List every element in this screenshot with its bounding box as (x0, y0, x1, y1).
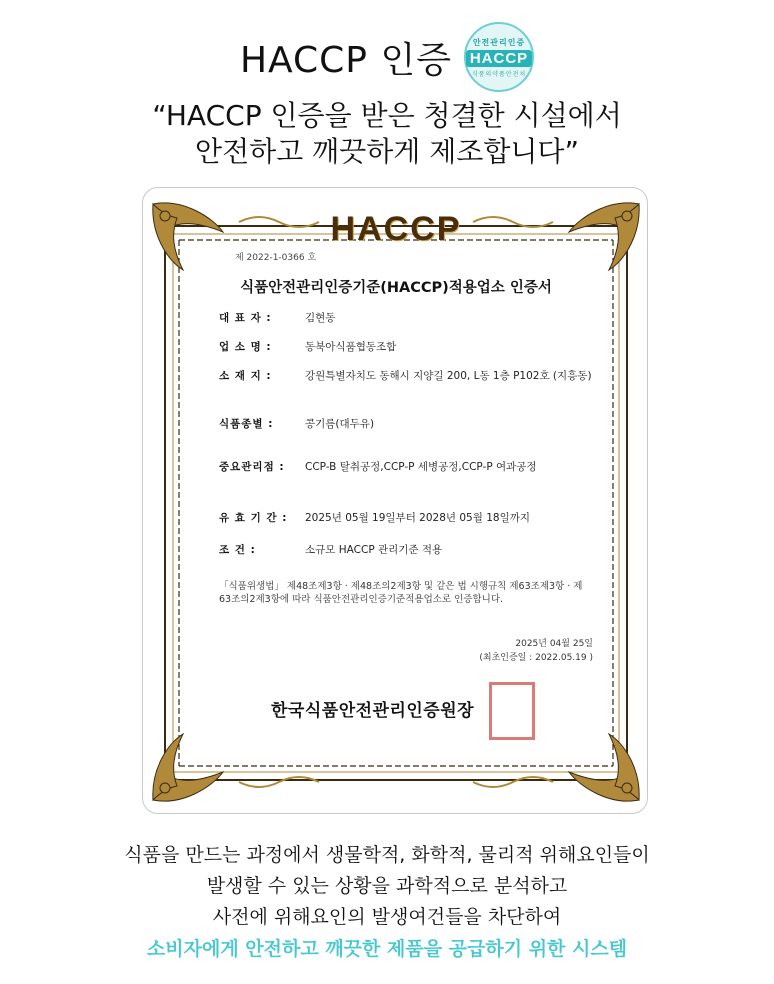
description-highlight: 소비자에게 안전하고 깨끗한 제품을 공급하기 위한 시스템 (146, 938, 628, 960)
field-label: 중요관리점 : (219, 461, 285, 473)
field-label: 유 효 기 간 : (219, 512, 288, 524)
certificate-number: 제 2022-1-0366 호 (235, 253, 317, 263)
field-value: CCP-B 탈취공정,CCP-P 세병공정,CCP-P 여과공정 (305, 461, 537, 473)
field-address (219, 369, 599, 384)
field-value: 강원특별자치도 동해시 지양길 200, L동 1층 P102호 (지흥동) (305, 370, 592, 382)
field-value: 동북아식품협동조합 (305, 341, 397, 353)
field-value: 콩기름(대두유) (305, 418, 375, 430)
certificate-title: 식품안전관리인증기준(HACCP)적용업소 인증서 (240, 280, 552, 296)
quote (0, 98, 774, 170)
badge-top-text: 안전관리인증 (472, 37, 526, 47)
legal-text: 「식품위생법」 제48조제3항 · 제48조의2제3항 및 같은 법 시행규칙 제63조제3항 · 제63조의2제3항에 따라 식품안전관리인증기준적용업소로 인증합니다. (219, 581, 583, 605)
field-value: 김현동 (305, 312, 336, 324)
description-line-2: 발생할 수 있는 상황을 과학적으로 분석하고 (206, 875, 568, 897)
description-line-3: 사전에 위해요인의 발생여건들을 차단하여 (212, 906, 562, 928)
field-label: 식품종별 : (219, 418, 274, 430)
field-label: 소 재 지 : (219, 370, 272, 382)
first-certification-date: (최초인증일 : 2022.05.19 ) (479, 653, 593, 663)
header-title-row (240, 22, 534, 92)
field-food-type (219, 417, 599, 432)
field-critical-control-point (219, 460, 599, 475)
issuer-name: 한국식품안전관리인증원장 (271, 701, 475, 721)
field-condition (219, 543, 599, 558)
field-label: 조 건 : (219, 544, 256, 556)
certificate-logo: HACCP (330, 210, 462, 248)
field-validity-period (219, 511, 599, 526)
field-label: 업 소 명 : (219, 341, 272, 353)
description-line-1: 식품을 만드는 과정에서 생물학적, 화학적, 물리적 위해요인들이 (124, 844, 650, 866)
badge-mid-text: HACCP (466, 50, 532, 67)
page-header (0, 22, 774, 92)
field-value: 2025년 05월 19일부터 2028년 05월 18일까지 (305, 512, 531, 524)
field-representative (219, 311, 599, 326)
quote-line-2: 안전하고 깨끗하게 제조합니다” (195, 135, 579, 168)
haccp-badge-icon (464, 22, 534, 92)
field-value: 소규모 HACCP 관리기준 적용 (305, 544, 443, 556)
certificate-card (142, 187, 648, 814)
field-business-name (219, 340, 599, 355)
badge-bottom-text: 식품의약품안전처 (471, 71, 527, 78)
page-title: HACCP 인증 (239, 39, 453, 81)
quote-line-1: “HACCP 인증을 받은 청결한 시설에서 (152, 99, 622, 132)
description (0, 840, 774, 933)
field-label: 대 표 자 : (219, 312, 272, 324)
official-seal-stamp (489, 682, 535, 740)
issue-date: 2025년 04월 25일 (515, 639, 593, 649)
